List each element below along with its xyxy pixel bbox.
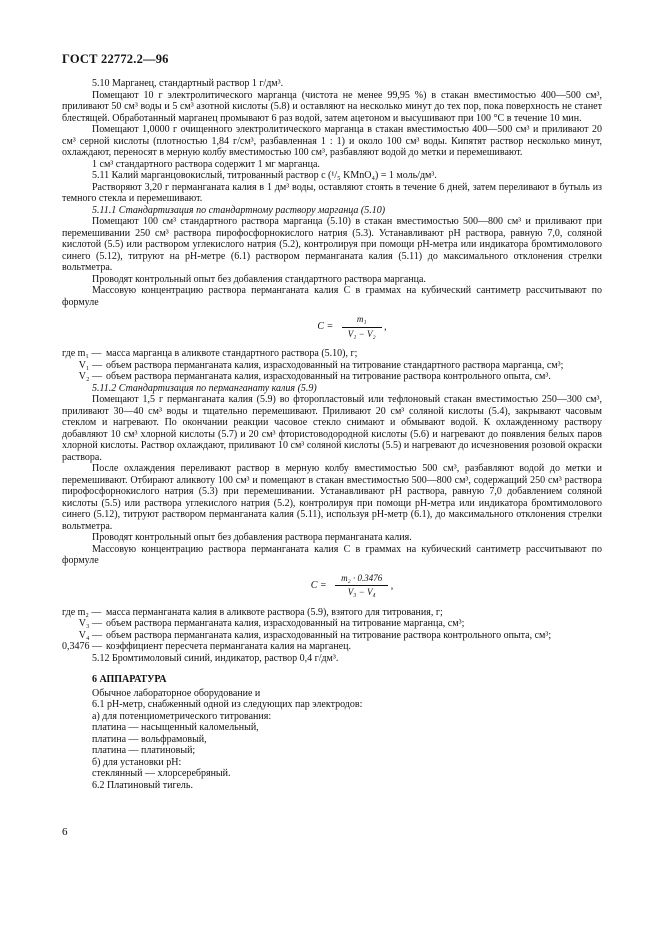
- section-5-11-2-title: 5.11.2 Стандартизация по перманганату калия (5.9): [92, 382, 317, 394]
- paragraph: Обычное лабораторное оборудование и: [92, 687, 261, 699]
- section-5-11-1-title: 5.11.1 Стандартизация по стандартному раствору марганца (5.10): [92, 204, 386, 216]
- document-body: [62, 78, 602, 791]
- paragraph: Помещают 1,5 г перманганата калия (5.9) во фторопластовый или тефлоновый стакан вместимостью 250—300 см³, приливают 30—40 см³ воды и тщательно перемешивают. Приливают 20 см³ соляной кислоты (5.4), закрывают часовым стеклом и нагревают. По окончании реакции часовое стекло снимают и обмывают водой. К охлажденному раствору добавляют 10 см³ хлорной кислоты (5.7) и 20 см³ фтористоводородной кислоты (5.6) и нагревают до появления белых паров хлорной кислоты. Раствор охлаждают, приливают 10 см³ соляной кислоты (5.5) и нагревают до исчезновения розовой окраски раствора.: [62, 394, 602, 463]
- definition-row: [62, 360, 602, 372]
- definition-symbol: V₃ —: [78, 618, 102, 629]
- paragraph: Проводят контрольный опыт без добавления раствора перманганата калия.: [92, 532, 412, 543]
- definition-symbol: V₁ —: [78, 359, 102, 371]
- formula-denominator: V₃ − V₄: [347, 587, 376, 597]
- formula-fraction: [342, 314, 382, 340]
- paragraph: После охлаждения переливают раствор в мерную колбу вместимостью 500 см³, разбавляют водой до метки и перемешивают. Отбирают аликвоту 100 см³ и помещают в стакан вместимостью 500—800 см³, содержащий 250 см³ раствора пирофосфорнокислого натрия (5.3) при перемешивании. Устанавливают pH раствора, равную 7,0 добавлением соляной кислоты (5.5) или раствора углекислого натрия (5.2), контролируя при помощи pH-метра или индикатора бромтимолового синего (5.12), титруют раствором перманганата калия (5.11), используя pH-метр (6.1), до максимального отклонения стрелки вольтметра.: [62, 463, 602, 532]
- section-5-12-title: 5.12 Бромтимоловый синий, индикатор, раствор 0,4 г/дм³.: [92, 652, 339, 664]
- definitions-1: [62, 348, 602, 383]
- list-item: платина — платиновый;: [92, 745, 196, 756]
- paragraph: Массовую концентрацию раствора перманганата калия C в граммах на кубический сантиметр рассчитывают по формуле: [62, 543, 602, 566]
- paragraph: 6.2 Платиновый тигель.: [92, 779, 193, 791]
- section-6-heading: 6 АППАРАТУРА: [92, 674, 167, 685]
- definition-symbol: где m₂ —: [62, 606, 102, 618]
- definition-text: масса марганца в аликвоте стандартного раствора (5.10), г;: [106, 348, 358, 359]
- formula-lhs: C =: [310, 579, 327, 591]
- section-5-11-title: 5.11 Калий марганцовокислый, титрованный раствор c (¹/₅ KMnO₄) = 1 моль/дм³.: [92, 170, 437, 181]
- paragraph: Помещают 10 г электролитического марганца (чистота не менее 99,95 %) в стакан вместимостью 400—500 см³, приливают 50 см³ воды и 5 см³ азотной кислоты (5.8) и оставляют на несколько минут до тех пор, пока поверхность не станет блестящей. Обработанный марганец промывают 6 раз водой, затем ацетоном и высушивают при 100 °С в течение 10 мин.: [62, 89, 602, 124]
- list-item: платина — вольфрамовый,: [92, 733, 207, 745]
- definition-text: объем раствора перманганата калия, израсходованный на титрование стандартного раствора марганца, см³;: [106, 359, 564, 371]
- formula-1: [102, 314, 602, 340]
- formula-numerator: m₁: [342, 314, 382, 328]
- list-item: стеклянный — хлорсеребряный.: [92, 768, 231, 779]
- definition-text: объем раствора перманганата калия, израсходованный на титрование раствора контрольного опыта, см³;: [106, 629, 552, 641]
- definition-row: [62, 630, 602, 642]
- definition-row: [62, 348, 602, 360]
- definition-row: [62, 618, 602, 630]
- formula-2: [102, 573, 602, 599]
- paragraph: 1 см³ стандартного раствора содержит 1 мг марганца.: [92, 158, 320, 170]
- definition-symbol: где m₁ —: [62, 348, 102, 359]
- paragraph: Помещают 100 см³ стандартного раствора марганца (5.10) в стакан вместимостью 500—800 см³ и приливают при перемешивании 250 см³ раствора пирофосфорнокислого натрия (5.3). Устанавливают pH раствора, равную 7,0, соляной кислотой (5.5) или раствором углекислого натрия (5.2), контролируя при помощи pH-метра или индикатора бромтимолового синего (5.12), титруют на pH-метре (6.1) раствором перманганата калия (5.11) до максимального отклонения стрелки вольтметра.: [62, 216, 602, 273]
- definition-row: [62, 607, 602, 619]
- definition-symbol: 0,3476 —: [62, 641, 102, 652]
- definition-text: объем раствора перманганата калия, израсходованный на титрование раствора контрольного опыта, см³.: [106, 371, 551, 382]
- formula-tail: ,: [384, 321, 387, 333]
- definitions-2: [62, 607, 602, 653]
- paragraph: Помещают 1,0000 г очищенного электролитического марганца в стакан вместимостью 400—500 см³ и приливают 20 см³ серной кислоты (плотностью 1,84 г/см³, разбавленная 1 : 1) и около 100 см³ воды. Кипятят раствор несколько минут, охлаждают, переносят в мерную колбу вместимостью 100 см³, разбавляют водой до метки и перемешивают.: [62, 124, 602, 158]
- standard-header: ГОСТ 22772.2—96: [62, 52, 169, 66]
- list-item: платина — насыщенный каломельный,: [92, 722, 259, 733]
- list-item: а) для потенциометрического титрования:: [92, 710, 272, 722]
- formula-lhs: C =: [317, 321, 334, 333]
- definition-symbol: V₂ —: [78, 371, 102, 382]
- page-number: 6: [62, 826, 68, 838]
- definition-row: [62, 371, 602, 383]
- paragraph: Массовую концентрацию раствора перманганата калия C в граммах на кубический сантиметр рассчитывают по формуле: [62, 285, 602, 308]
- definition-text: коэффициент пересчета перманганата калия на марганец.: [106, 641, 351, 652]
- formula-numerator: m₂ · 0.3476: [335, 573, 388, 587]
- formula-fraction: [335, 573, 388, 599]
- definition-text: объем раствора перманганата калия, израсходованный на титрование марганца, см³;: [106, 618, 465, 629]
- definition-symbol: V₄ —: [78, 629, 102, 641]
- paragraph: Растворяют 3,20 г перманганата калия в 1 дм³ воды, оставляют стоять в течение 6 дней, затем переливают в бутыль из темного стекла и перемешивают.: [62, 181, 602, 204]
- paragraph: 6.1 pH-метр, снабженный одной из следующих пар электродов:: [92, 699, 363, 710]
- formula-tail: ,: [390, 579, 394, 591]
- formula-denominator: V₁ − V₂: [347, 328, 376, 339]
- list-item: б) для установки pH:: [92, 756, 182, 768]
- definition-text: масса перманганата калия в аликвоте раствора (5.9), взятого для титрования, г;: [106, 606, 443, 618]
- section-5-10-title: 5.10 Марганец, стандартный раствор 1 г/дм³.: [92, 78, 284, 89]
- paragraph: Проводят контрольный опыт без добавления стандартного раствора марганца.: [92, 273, 426, 285]
- definition-row: [62, 641, 602, 653]
